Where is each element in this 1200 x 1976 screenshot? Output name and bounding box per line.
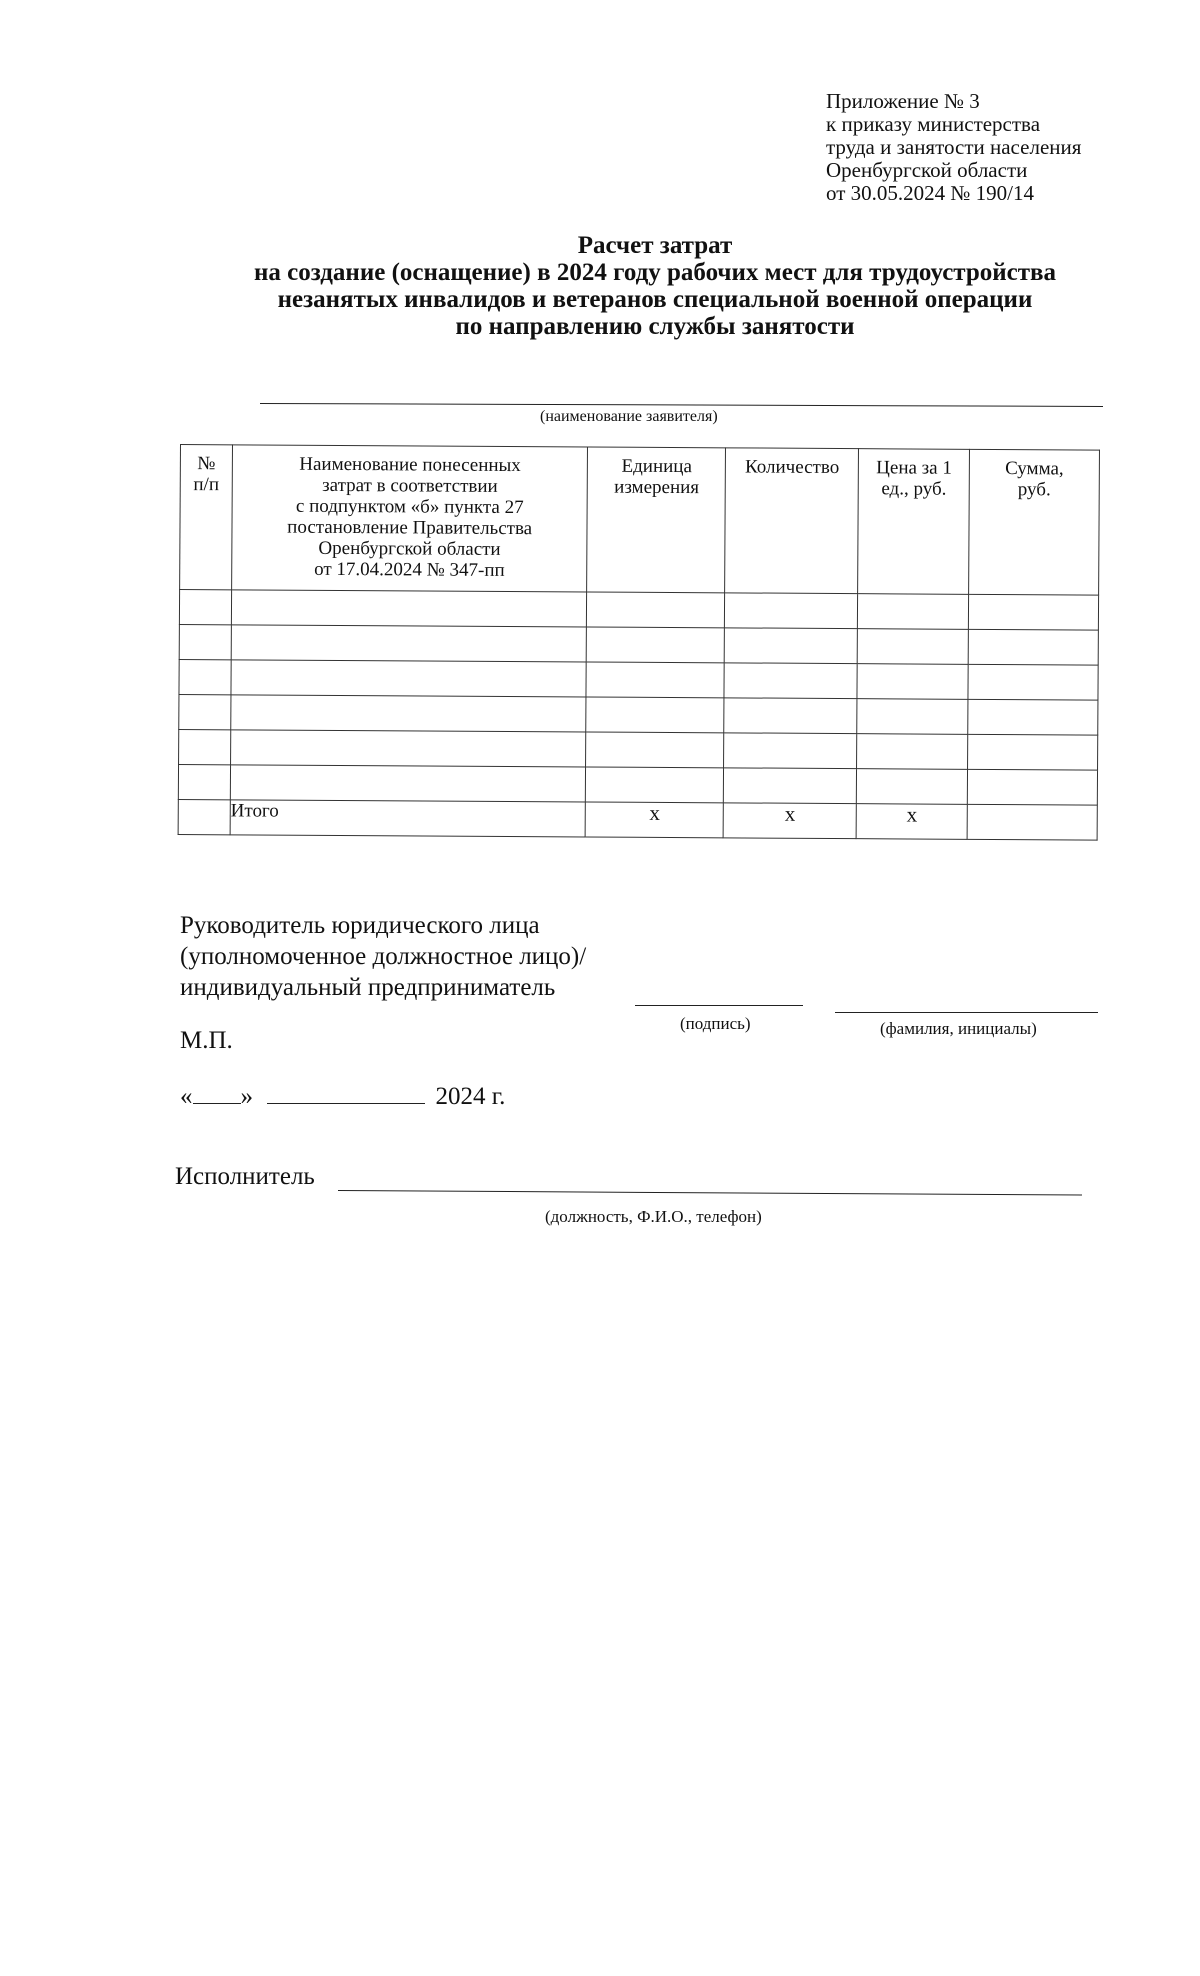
cell-quantity[interactable] (725, 628, 858, 664)
executor-label: Исполнитель (175, 1163, 315, 1190)
date-line (180, 1083, 505, 1111)
appendix-line: Приложение № 3 (826, 89, 980, 113)
stamp-label: М.П. (180, 1027, 233, 1054)
table-row (179, 590, 1098, 631)
cell-unit[interactable] (586, 697, 724, 733)
signature-field[interactable] (635, 1005, 803, 1006)
cell-quantity[interactable] (724, 663, 857, 699)
signature-caption: (подпись) (680, 1014, 751, 1033)
header-line: Количество (745, 456, 840, 479)
cell-unit[interactable] (586, 662, 724, 698)
cell-quantity[interactable] (724, 733, 857, 769)
cell-quantity[interactable] (724, 698, 857, 734)
cell-unit[interactable] (586, 732, 724, 768)
cell-expense-name[interactable] (231, 695, 587, 732)
table-total-row (178, 799, 1097, 840)
title-line: по направлению службы занятости (455, 313, 855, 340)
header-quantity (725, 448, 859, 594)
header-line: Сумма, (1005, 458, 1064, 480)
day-field[interactable] (193, 1083, 241, 1104)
header-line: Оренбургской области (318, 537, 501, 560)
header-sum (969, 449, 1100, 595)
header-line: Цена за 1 (876, 457, 952, 479)
table-header-row (180, 445, 1100, 596)
header-line: с подпунктом «б» пункта 27 (295, 495, 524, 519)
cell-sum[interactable] (967, 769, 1097, 805)
document-title (190, 232, 1120, 340)
appendix-header (826, 90, 1081, 205)
header-line: от 17.04.2024 № 347-пп (314, 558, 505, 581)
table-row (179, 729, 1098, 770)
appendix-line: труда и занятости населения (826, 135, 1082, 159)
cell-price[interactable] (857, 769, 968, 805)
signatory-block (180, 910, 586, 1003)
full-name-caption: (фамилия, инициалы) (880, 1019, 1037, 1038)
header-unit (587, 447, 726, 593)
table-row (179, 659, 1098, 700)
cell-quantity[interactable] (725, 593, 858, 629)
cell-sum[interactable] (968, 594, 1098, 630)
date-close-quote: » (240, 1083, 253, 1110)
cell-number[interactable] (178, 764, 230, 799)
title-line: Расчет затрат (577, 232, 733, 259)
executor-field[interactable] (338, 1190, 1082, 1196)
cell-price[interactable] (857, 629, 968, 665)
total-label: Итого (230, 800, 586, 837)
header-line: измерения (614, 476, 700, 499)
title-line: на создание (оснащение) в 2024 году рабочих мест для трудоустройства (253, 259, 1057, 286)
full-name-field[interactable] (835, 1012, 1098, 1013)
header-line: Наименование понесенных (299, 453, 521, 477)
header-line: руб. (1017, 479, 1051, 501)
executor-caption: (должность, Ф.И.О., телефон) (545, 1207, 762, 1226)
header-line: № (197, 453, 216, 475)
header-line: ед., руб. (881, 478, 947, 500)
costs-table (178, 444, 1100, 841)
cell-expense-name[interactable] (230, 730, 586, 767)
total-unit: x (586, 802, 724, 838)
cell-expense-name[interactable] (230, 765, 586, 802)
header-line: затрат в соответствии (322, 474, 498, 497)
cell-quantity[interactable] (724, 768, 857, 804)
title-line: незанятых инвалидов и ветеранов специальной военной операции (277, 286, 1033, 313)
cell-sum[interactable] (968, 699, 1098, 735)
cell-number[interactable] (179, 694, 231, 729)
cell-unit[interactable] (586, 767, 724, 803)
table-row (178, 764, 1097, 805)
signatory-line: (уполномоченное должностное лицо)/ (180, 943, 587, 970)
cell-number[interactable] (179, 590, 231, 625)
cell-sum[interactable] (968, 734, 1098, 770)
cell-unit[interactable] (587, 592, 725, 628)
cell-number[interactable] (179, 659, 231, 694)
header-line: п/п (193, 474, 220, 496)
cell-expense-name[interactable] (231, 590, 587, 627)
cell-number (178, 799, 230, 834)
cell-number[interactable] (179, 624, 231, 659)
cell-sum[interactable] (968, 664, 1098, 700)
header-line: постановление Правительства (287, 516, 533, 540)
cell-price[interactable] (857, 734, 968, 770)
date-open-quote: « (180, 1083, 193, 1110)
total-quantity: x (723, 803, 856, 839)
signatory-line: индивидуальный предприниматель (180, 974, 556, 1001)
table-row (179, 624, 1098, 665)
table-row (179, 694, 1098, 735)
cell-expense-name[interactable] (231, 625, 587, 662)
cell-price[interactable] (857, 699, 968, 735)
signatory-line: Руководитель юридического лица (180, 912, 540, 939)
header-expense-name (232, 445, 588, 592)
cell-number[interactable] (179, 729, 231, 764)
appendix-line: от 30.05.2024 № 190/14 (826, 181, 1035, 205)
cell-expense-name[interactable] (231, 660, 587, 697)
header-number (180, 445, 233, 590)
applicant-name-field[interactable] (260, 403, 1103, 407)
appendix-line: Оренбургской области (826, 158, 1028, 182)
applicant-caption: (наименование заявителя) (540, 408, 718, 425)
cell-price[interactable] (857, 664, 968, 700)
header-unit-price (858, 449, 970, 595)
total-sum[interactable] (967, 804, 1097, 840)
year-text: 2024 г. (435, 1083, 506, 1110)
cell-unit[interactable] (587, 627, 725, 663)
total-price: x (856, 804, 967, 840)
cell-price[interactable] (858, 594, 969, 630)
month-field[interactable] (267, 1083, 425, 1104)
cell-sum[interactable] (968, 629, 1098, 665)
header-line: Единица (621, 455, 693, 478)
appendix-line: к приказу министерства (826, 112, 1041, 136)
